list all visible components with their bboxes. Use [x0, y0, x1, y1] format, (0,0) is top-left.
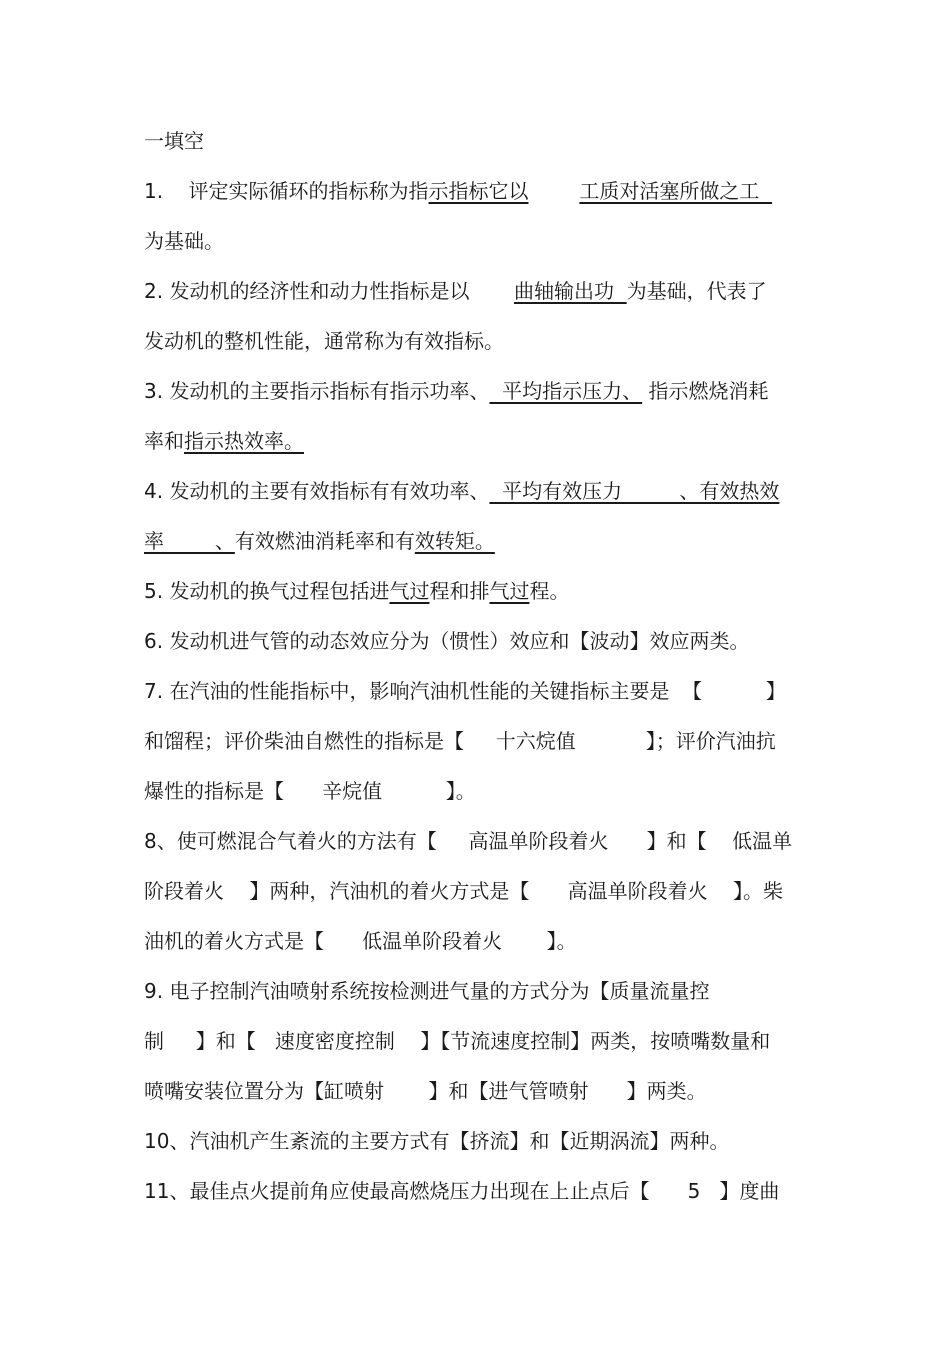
text-line: [144, 428, 304, 454]
text-segment: 2. 发动机的经济性和动力性指标是以: [144, 279, 514, 303]
text-line: [144, 1128, 729, 1154]
text-line: [144, 378, 769, 404]
text-line: [144, 1028, 770, 1054]
text-segment: 程。: [529, 579, 570, 603]
text-segment: 指示燃烧消耗: [642, 379, 769, 403]
text-line: [144, 328, 504, 354]
underlined-answer: 气过: [489, 579, 530, 603]
text-line: [144, 928, 577, 954]
text-line: [144, 828, 792, 854]
text-segment: 阶段着火 】两种，汽油机的着火方式是【 高温单阶段着火 】。柴: [144, 879, 784, 903]
text-line: [144, 578, 569, 604]
text-line: [144, 878, 783, 904]
text-segment: 爆性的指标是【 辛烷值 】。: [144, 779, 476, 803]
text-segment: 8、使可燃混合气着火的方法有【 高温单阶段着火 】和【 低温单: [144, 829, 793, 853]
text-line: [144, 978, 709, 1004]
underlined-answer: 效转矩。: [414, 529, 495, 553]
underlined-answer: 工质对活塞所做之工: [579, 179, 773, 203]
text-segment: 制 】和【 速度密度控制 】【节流速度控制】两类，按喷嘴数量和: [144, 1029, 771, 1053]
text-segment: 7. 在汽油的性能指标中，影响汽油机性能的关键指标主要是 【 】: [144, 679, 786, 703]
text-line: [144, 478, 779, 504]
text-segment: 程和排: [429, 579, 490, 603]
section-heading: 一填空: [144, 129, 204, 153]
text-line: [144, 728, 776, 754]
underlined-answer: 示指标它以: [428, 179, 529, 203]
text-line: [144, 778, 476, 804]
underlined-answer: 指示热效率。: [184, 429, 304, 453]
text-segment: 有效燃油消耗率和有: [234, 529, 415, 553]
text-segment: 为基础，代表了: [626, 279, 767, 303]
text-segment: 3. 发动机的主要指示指标有指示功率、: [144, 379, 490, 403]
text-segment: 10、汽油机产生紊流的主要方式有【挤流】和【近期涡流】两种。: [144, 1129, 730, 1153]
text-line: [144, 528, 495, 554]
text-line: [144, 678, 786, 704]
text-segment: 油机的着火方式是【 低温单阶段着火 】。: [144, 929, 577, 953]
text-segment: 为基础。: [144, 229, 224, 253]
text-segment: 11、最佳点火提前角应使最高燃烧压力出现在上止点后【 5 】度曲: [144, 1179, 780, 1203]
underlined-answer: 曲轴输出功: [513, 279, 627, 303]
text-line: [144, 278, 767, 304]
text-line: [144, 178, 772, 204]
text-line: [144, 228, 224, 254]
underlined-answer: 气过: [389, 579, 430, 603]
text-segment: 1. 评定实际循环的指标称为指: [144, 179, 429, 203]
text-segment: 9. 电子控制汽油喷射系统按检测进气量的方式分为【质量流量控: [144, 979, 710, 1003]
underlined-answer: 平均指示压力、: [489, 379, 643, 403]
text-line: [144, 1178, 779, 1204]
text-line: [144, 1078, 707, 1104]
text-segment: 6. 发动机进气管的动态效应分为（惯性）效应和【波动】效应两类。: [144, 629, 750, 653]
underlined-answer: 率 、: [144, 529, 235, 553]
text-segment: 和馏程；评价柴油自燃性的指标是【 十六烷值 】；评价汽油抗: [144, 729, 776, 753]
text-segment: 4. 发动机的主要有效指标有有效功率、: [144, 479, 490, 503]
text-segment: 喷嘴安装位置分为【缸喷射 】和【进气管喷射 】两类。: [144, 1079, 707, 1103]
text-segment: 发动机的整机性能，通常称为有效指标。: [144, 329, 504, 353]
text-segment: [529, 179, 580, 203]
underlined-answer: 平均有效压力 、有效热效: [489, 479, 780, 503]
text-segment: 率和: [144, 429, 184, 453]
text-segment: 5. 发动机的换气过程包括进: [144, 579, 390, 603]
text-line: [144, 628, 749, 654]
